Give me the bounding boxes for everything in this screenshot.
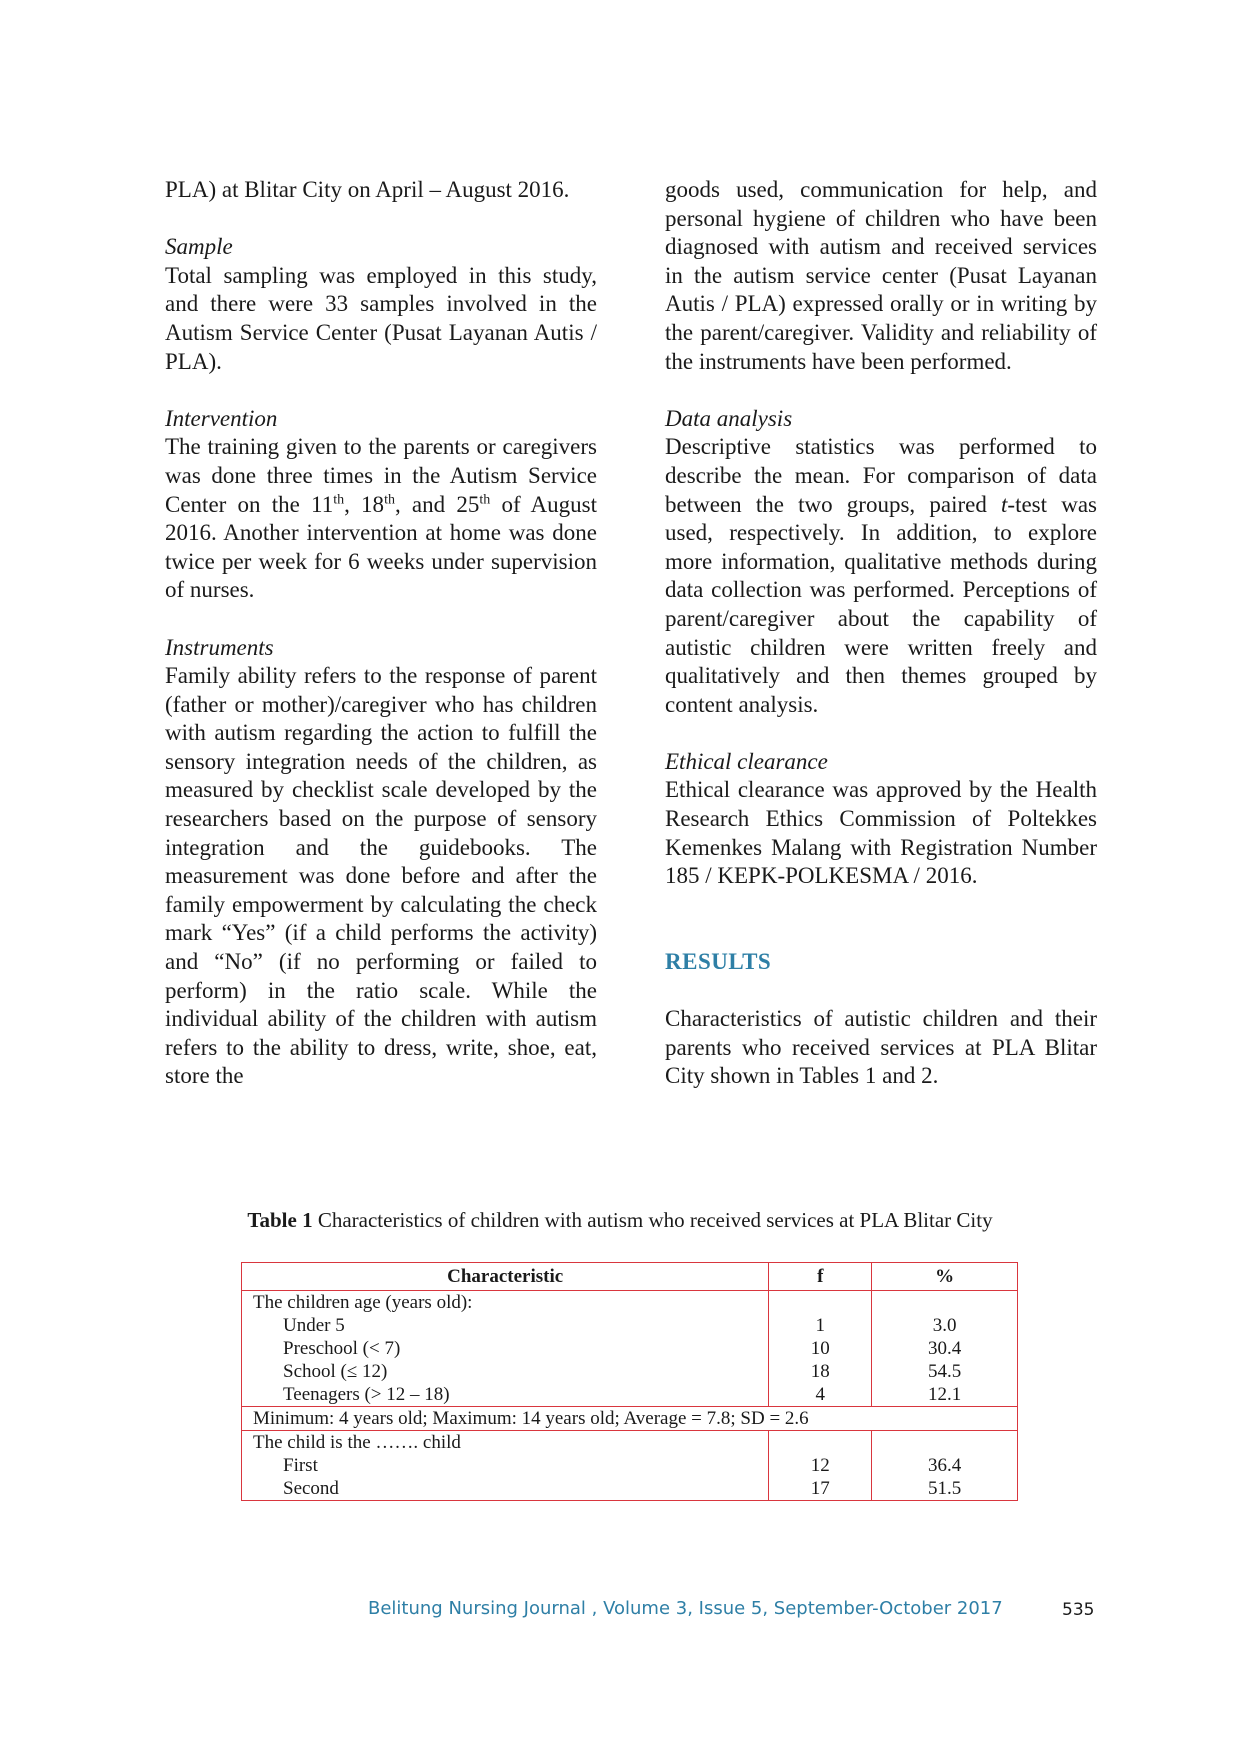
paragraph-intervention	[165, 433, 597, 605]
paragraph-instruments: Family ability refers to the response of parent (father or mother)/caregiver who has children with autism regarding the action to fulfill the sensory integration needs of the children, as measured by checklist scale developed by the researchers based on the purpose of sensory integration and the guidebooks. The measurement was done before and after the family empowerment by calculating the check mark “Yes” (if a child performs the activity) and “No” (if no performing or failed to perform) in the ratio scale. While the individual ability of the children with autism refers to the ability to dress, write, shoe, eat, store the	[165, 663, 597, 1089]
right-column	[665, 176, 1097, 1091]
row-label: School (≤ 12)	[283, 1361, 388, 1382]
paragraph-results: Characteristics of autistic children and their parents who received services at PLA Blitar City shown in Tables 1 and 2.	[665, 1006, 1097, 1089]
row-f: 1	[769, 1314, 872, 1337]
data-analysis-text-b: -test was used, respectively. In addition, to explore more information, qualitative methods during data collection was performed. Perceptions of parent/caregiver about the capability of autistic children were written freely and qualitatively and then themes grouped by content analysis.	[665, 491, 1097, 717]
left-column	[165, 176, 597, 1091]
table1-caption-text: Characteristics of children with autism who received services at PLA Blitar City	[312, 1208, 993, 1232]
row-label: Second	[283, 1478, 339, 1499]
row-f: 10	[769, 1337, 872, 1360]
table-row	[242, 1291, 1018, 1315]
intervention-text-d: of August 2016. Another intervention at home was done twice per week for 6 weeks under supervision of nurses.	[165, 491, 598, 603]
heading-results: RESULTS	[665, 949, 772, 975]
group-label: The child is the ……. child	[242, 1431, 769, 1455]
paragraph-sample: Total sampling was employed in this study, and there were 33 samples involved in the Autism Service Center (Pusat Layanan Autis / PLA).	[165, 262, 597, 374]
age-summary: Minimum: 4 years old; Maximum: 14 years old; Average = 7.8; SD = 2.6	[242, 1407, 1018, 1431]
t-italic: t	[1001, 491, 1008, 517]
intervention-text-c: , and 25	[394, 491, 480, 517]
row-pct: 54.5	[872, 1360, 1018, 1383]
table-row	[242, 1383, 1018, 1407]
table-row	[242, 1477, 1018, 1501]
superscript-th: th	[479, 491, 491, 507]
heading-data-analysis: Data analysis	[665, 405, 793, 431]
header-f: f	[769, 1263, 872, 1291]
table-row	[242, 1431, 1018, 1455]
table-row	[242, 1337, 1018, 1360]
table-summary-row	[242, 1407, 1018, 1431]
paragraph-setting-end: PLA) at Blitar City on April – August 2016.	[165, 177, 570, 202]
group-label: The children age (years old):	[242, 1291, 769, 1315]
data-analysis-text-a: Descriptive statistics was performed to describe the mean. For comparison of data between the two groups, paired	[665, 434, 1097, 517]
table1	[241, 1262, 1018, 1501]
journal-footer: Belitung Nursing Journal , Volume 3, Issue 5, September-October 2017	[368, 1598, 1003, 1619]
paragraph-data-analysis	[665, 433, 1097, 719]
intervention-text-a: The training given to the parents or caregivers was done three times in the Autism Service Center on the 11	[165, 434, 597, 517]
table-row	[242, 1454, 1018, 1477]
table-row	[242, 1314, 1018, 1337]
header-percent: %	[872, 1263, 1018, 1291]
superscript-th: th	[384, 491, 395, 507]
page-number: 535	[1062, 1600, 1095, 1620]
paragraph-ethical-clearance: Ethical clearance was approved by the Health Research Ethics Commission of Poltekkes Kemenkes Malang with Registration Number 185 / KEPK-POLKESMA / 2016.	[665, 777, 1097, 889]
table1-caption-label: Table 1	[247, 1208, 313, 1232]
row-f: 4	[769, 1383, 872, 1407]
row-label: First	[283, 1455, 318, 1476]
table-header-row	[242, 1263, 1018, 1291]
row-f: 12	[769, 1454, 872, 1477]
paragraph-instruments-continued: goods used, communication for help, and personal hygiene of children who have been diagnosed with autism and received services in the autism service center (Pusat Layanan Autis / PLA) expressed orally or in writing by the parent/caregiver. Validity and reliability of the instruments have been performed.	[665, 177, 1097, 374]
row-label: Preschool (< 7)	[283, 1338, 401, 1359]
row-pct: 3.0	[872, 1314, 1018, 1337]
row-pct: 51.5	[872, 1477, 1018, 1501]
heading-instruments: Instruments	[165, 634, 274, 660]
heading-intervention: Intervention	[165, 405, 278, 431]
row-pct: 36.4	[872, 1454, 1018, 1477]
row-f: 18	[769, 1360, 872, 1383]
row-label: Teenagers (> 12 – 18)	[283, 1384, 450, 1405]
row-f: 17	[769, 1477, 872, 1501]
heading-sample: Sample	[165, 234, 233, 260]
heading-ethical-clearance: Ethical clearance	[665, 748, 828, 774]
row-pct: 12.1	[872, 1383, 1018, 1407]
row-pct: 30.4	[872, 1337, 1018, 1360]
row-label: Under 5	[283, 1315, 345, 1336]
table1-caption	[0, 1208, 1240, 1233]
table-row	[242, 1360, 1018, 1383]
superscript-th: th	[333, 491, 345, 507]
intervention-text-b: , 18	[344, 491, 385, 517]
header-characteristic: Characteristic	[242, 1263, 769, 1291]
